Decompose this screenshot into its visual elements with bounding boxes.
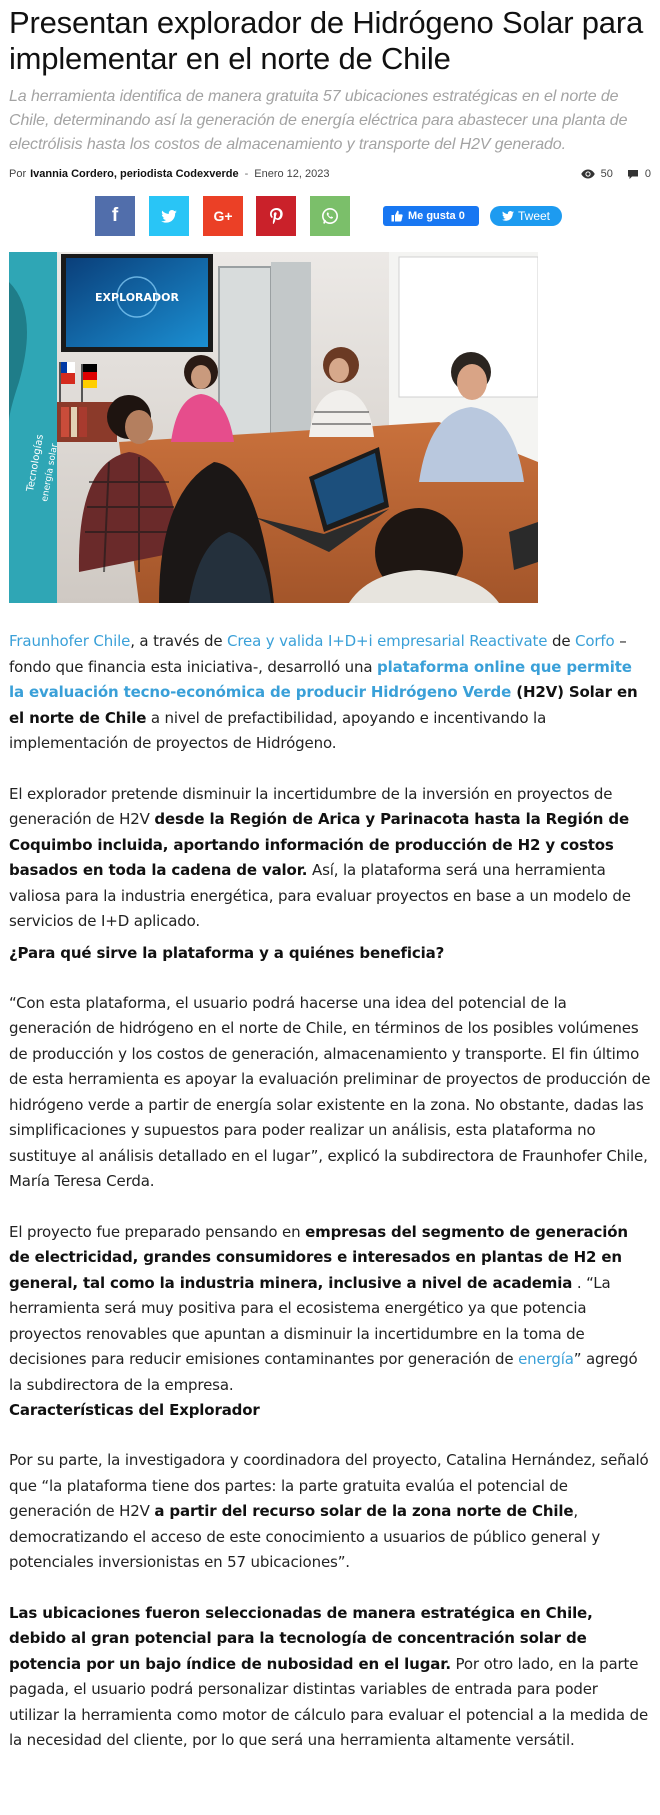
twitter-share-button[interactable] (149, 196, 189, 236)
pinterest-share-button[interactable] (256, 196, 296, 236)
share-bar (9, 196, 651, 236)
article-subtitle: La herramienta identifica de manera gratuita 57 ubicaciones estratégicas en el norte de Chile, determinando así la generación de energía eléctrica para abastecer una planta de electrólisis hasta los costos de almacenamiento y transporte del H2V generado. (9, 88, 628, 153)
author-link[interactable]: Ivannia Cordero, periodista Codexverde (30, 168, 239, 180)
screen-text: EXPLORADOR (95, 291, 179, 304)
article-title: Presentan explorador de Hidrógeno Solar para implementar en el norte de Chile (9, 5, 643, 76)
facebook-like-button[interactable] (383, 206, 479, 226)
article-page (0, 5, 660, 1815)
google-plus-icon: G+ (213, 208, 233, 224)
comments-value: 0 (644, 168, 651, 180)
tweet-button[interactable] (490, 206, 562, 226)
article-body (9, 629, 651, 1754)
whatsapp-share-button[interactable] (310, 196, 350, 236)
crea-valida-link[interactable]: Crea y valida I+D+i empresarial Reactivate (227, 632, 548, 650)
views-value: 50 (600, 168, 613, 180)
corfo-link[interactable]: Corfo (575, 632, 615, 650)
meeting-photo-illustration (9, 252, 538, 603)
by-label: Por (9, 168, 27, 180)
whatsapp-icon (321, 207, 339, 225)
meta-separator: - (244, 168, 249, 180)
views-count (581, 168, 613, 180)
thumbs-up-icon (391, 210, 403, 222)
banner-text-1: Tecnologías (25, 433, 47, 493)
comment-icon (627, 169, 639, 180)
twitter-icon (161, 210, 177, 223)
paragraph-2: El explorador pretende disminuir la incertidumbre de la inversión en proyectos de generación de H2V desde la Región de Arica y Parinacota hasta la Región de Coquimbo incluida, aportando información de producción de H2 y costos basados en toda la cadena de valor. Así, la plataforma será una herramienta valiosa para la industria energética, para evaluar proyectos en base a un modelo de servicios de I+D aplicado. (9, 784, 631, 930)
article-photo (9, 252, 538, 603)
section-heading-caracteristicas: Características del Explorador (9, 1401, 260, 1419)
like-label: Me gusta 0 (408, 210, 465, 222)
tweet-label: Tweet (517, 209, 550, 223)
banner-text-2: energía solar (40, 442, 61, 503)
google-plus-share-button[interactable] (203, 196, 243, 236)
comments-count[interactable] (627, 168, 651, 180)
article-meta (9, 165, 651, 183)
section-heading-beneficia: ¿Para qué sirve la plataforma y a quiénes beneficia? (9, 943, 445, 962)
eye-icon (581, 169, 595, 179)
fraunhofer-link[interactable]: Fraunhofer Chile (9, 632, 131, 650)
paragraph-4: El proyecto fue preparado pensando en empresas del segmento de generación de electricidad, grandes consumidores e interesados en plantas de H2 en general, tal como la industria minera, inclusive a nivel de academia . “La herramienta será muy positiva para el ecosistema energético ya que potencia proyectos renovables que apuntan a disminuir la incertidumbre en la toma de decisiones para reducir emisiones contaminantes por generación de energía” agregó la subdirectora de la empresa. (9, 1222, 638, 1394)
facebook-share-button[interactable] (95, 196, 135, 236)
twitter-bird-icon (502, 211, 514, 221)
paragraph-1: Fraunhofer Chile, a través de Crea y valida I+D+i empresarial Reactivate de Corfo –fondo que financia esta iniciativa-, desarrolló una plataforma online que permite la evaluación tecno-económica de producir Hidrógeno Verde (H2V) Solar en el norte de Chile a nivel de prefactibilidad, apoyando e incentivando la implementación de proyectos de Hidrógeno. (9, 632, 638, 752)
publish-date: Enero 12, 2023 (254, 168, 330, 180)
facebook-icon: f (111, 205, 119, 226)
paragraph-3: “Con esta plataforma, el usuario podrá hacerse una idea del potencial de la generación de hidrógeno en el norte de Chile, en términos de los posibles volúmenes de producción y los costos de generación, almacenamiento y transporte. El fin último de esta herramienta es apoyar la evaluación preliminar de proyectos de producción de hidrógeno verde a partir de energía solar existente en la zona. No obstante, dadas las simplificaciones y supuestos para poder realizar un análisis, esta plataforma no sustituye al análisis detallado en el lugar”, explicó la subdirectora de Fraunhofer Chile, María Teresa Cerda. (9, 993, 651, 1190)
paragraph-5: Por su parte, la investigadora y coordinadora del proyecto, Catalina Hernández, señaló que “la plataforma tiene dos partes: la parte gratuita evalúa el potencial de generación de H2V a partir del recurso solar de la zona norte de Chile, democratizando el acceso de este conocimiento a usuarios de público general y potenciales inversionistas en 57 ubicaciones”. (9, 1451, 649, 1571)
plataforma-link[interactable]: plataforma online que permite la evaluación tecno-económica de producir Hidrógeno Verde (9, 657, 632, 701)
energia-link[interactable]: energía (518, 1350, 574, 1368)
pinterest-icon (270, 208, 283, 224)
paragraph-6: Las ubicaciones fueron seleccionadas de manera estratégica en Chile, debido al gran potencial para la tecnología de concentración solar de potencia por un bajo índice de nubosidad en el lugar. Por otro lado, en la parte pagada, el usuario podrá personalizar distintas variables de entrada para poder utilizar la herramienta como motor de cálculo para evaluar el potencial a la medida de la necesidad del cliente, por lo que será una herramienta altamente versátil. (9, 1603, 649, 1749)
